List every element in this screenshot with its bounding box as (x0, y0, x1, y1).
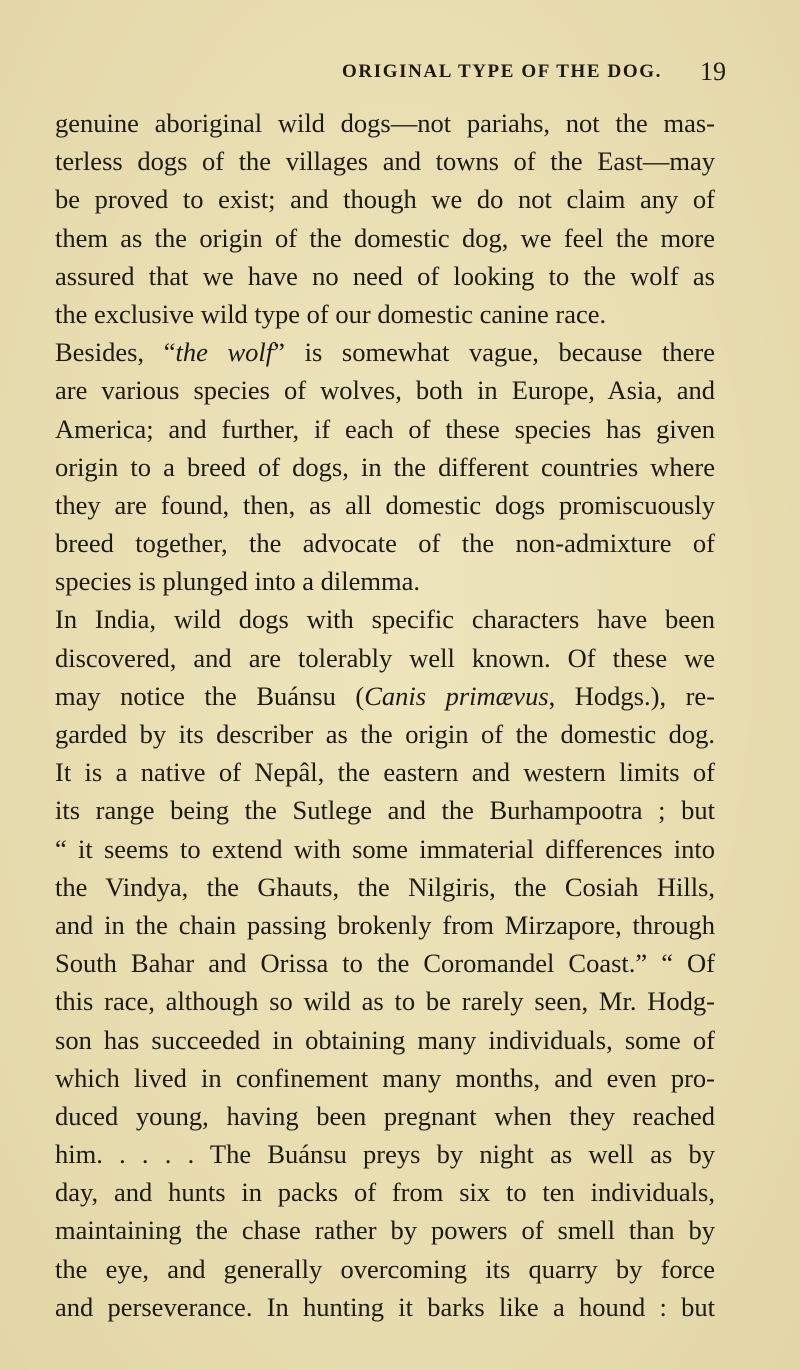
text-segment: Besides, “ (55, 337, 176, 368)
text-line (55, 1059, 715, 1097)
text-line (55, 868, 715, 906)
text-segment: origin to a breed of dogs, in the different countries where (55, 451, 715, 482)
text-line (55, 562, 715, 600)
text-segment: assured that we have no need of looking to the wolf as (55, 260, 715, 291)
text-line (55, 448, 715, 486)
text-line (55, 944, 715, 982)
text-segment: this race, although so wild as to be rarely seen, Mr. Hodg- (55, 986, 715, 1017)
text-segment: son has succeeded in obtaining many individuals, some of (55, 1024, 715, 1055)
text-segment: terless dogs of the villages and towns of the East—may (55, 146, 715, 177)
text-segment: , Hodgs.), re- (548, 680, 716, 711)
text-segment: and in the chain passing brokenly from Mirzapore, through (55, 909, 715, 940)
text-line (55, 1135, 715, 1173)
text-line (55, 257, 715, 295)
page-number: 19 (700, 57, 726, 86)
text-line (55, 219, 715, 257)
text-line (55, 639, 715, 677)
running-title: ORIGINAL TYPE OF THE DOG. (342, 61, 662, 82)
text-line (55, 410, 715, 448)
text-segment: which lived in confinement many months, and even pro- (55, 1062, 715, 1093)
text-line (55, 677, 715, 715)
text-line (55, 180, 715, 218)
italic-text: Canis primævus (364, 680, 549, 711)
text-segment: discovered, and are tolerably well known. Of these we (55, 642, 715, 673)
text-segment: duced young, having been pregnant when they reached (55, 1100, 715, 1131)
text-segment: ” is somewhat vague, because there (273, 337, 716, 368)
text-line (55, 371, 715, 409)
text-line (55, 1173, 715, 1211)
text-segment: maintaining the chase rather by powers of smell than by (55, 1215, 715, 1246)
text-segment: the eye, and generally overcoming its quarry by force (55, 1253, 715, 1284)
text-segment: day, and hunts in packs of from six to ten individuals, (55, 1177, 715, 1208)
text-segment: its range being the Sutlege and the Burhampootra ; but (55, 795, 715, 826)
text-line (55, 1288, 715, 1326)
text-line (55, 486, 715, 524)
text-segment: genuine aboriginal wild dogs—not pariahs, not the mas- (55, 108, 715, 138)
text-segment: may notice the Buánsu ( (55, 680, 365, 711)
text-segment: they are found, then, as all domestic dogs promiscuously (55, 489, 715, 520)
text-line (55, 142, 715, 180)
text-segment: America; and further, if each of these species has given (55, 413, 715, 444)
text-line (55, 982, 715, 1020)
body-text (55, 104, 715, 1326)
text-line (55, 600, 715, 638)
text-line (55, 906, 715, 944)
italic-text: the wolf (175, 337, 274, 368)
text-segment: garded by its describer as the origin of the domestic dog. (55, 719, 715, 749)
text-segment: breed together, the advocate of the non-admixture of (55, 528, 715, 559)
text-line (55, 753, 715, 791)
text-line (55, 1211, 715, 1249)
text-segment: and perseverance. In hunting it barks like a hound : but (55, 1291, 715, 1322)
text-line (55, 830, 715, 868)
text-segment: the exclusive wild type of our domestic canine race. (55, 298, 607, 329)
running-head (0, 57, 800, 97)
text-line (55, 791, 715, 829)
text-line (55, 333, 715, 371)
text-segment: are various species of wolves, both in Europe, Asia, and (55, 375, 715, 406)
text-line (55, 1250, 715, 1288)
text-segment: him. . . . . The Buánsu preys by night as well as by (55, 1139, 715, 1170)
text-segment: South Bahar and Orissa to the Coromandel Coast.” “ Of (55, 948, 715, 979)
text-segment: It is a native of Nepâl, the eastern and western limits of (55, 757, 715, 788)
text-segment: In India, wild dogs with specific characters have been (55, 604, 715, 635)
text-segment: them as the origin of the domestic dog, we feel the more (55, 222, 715, 253)
text-segment: be proved to exist; and though we do not claim any of (55, 184, 715, 215)
text-segment: species is plunged into a dilemma. (55, 566, 421, 597)
text-line (55, 524, 715, 562)
text-segment: “ it seems to extend with some immaterial differences into (55, 833, 715, 864)
text-line (55, 1097, 715, 1135)
text-line (55, 1021, 715, 1059)
text-line (55, 295, 715, 333)
text-segment: the Vindya, the Ghauts, the Nilgiris, the Cosiah Hills, (55, 871, 715, 902)
text-line (55, 715, 715, 753)
text-line (55, 104, 715, 142)
